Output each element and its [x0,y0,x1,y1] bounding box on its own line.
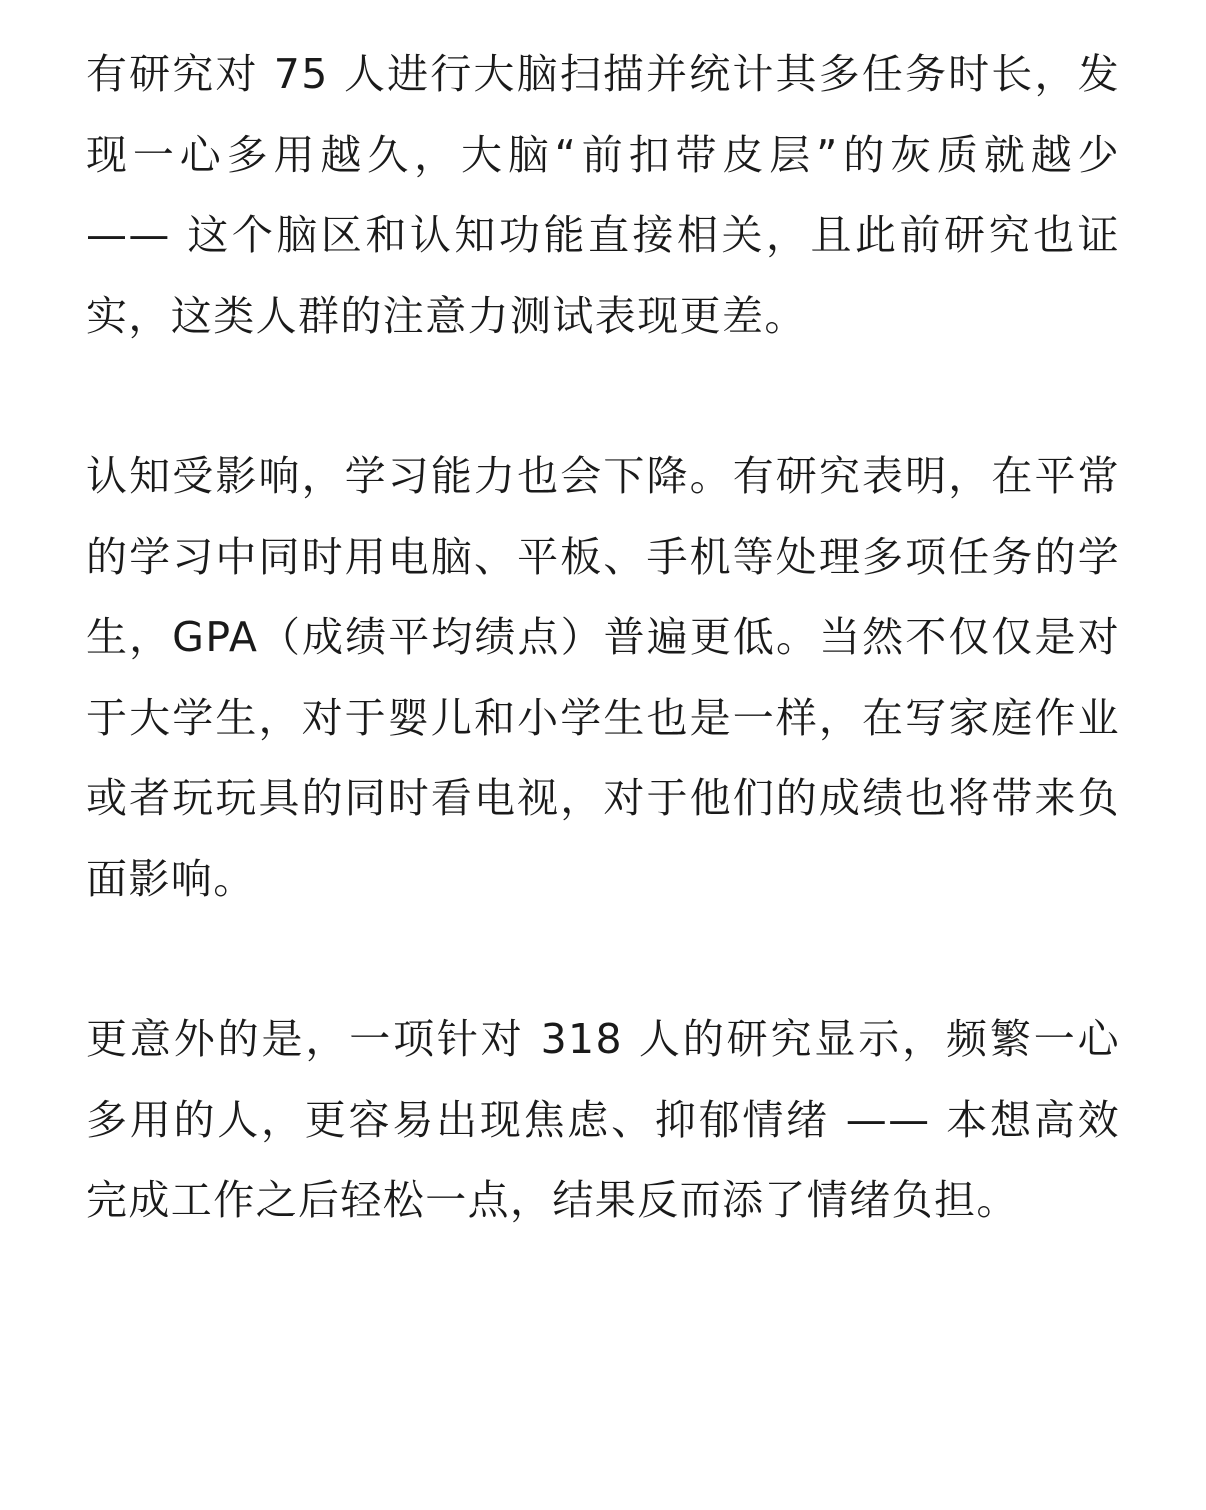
paragraph-learning-ability: 认知受影响，学习能力也会下降。有研究表明，在平常的学习中同时用电脑、平板、手机等处理多项任务的学生，GPA（成绩平均绩点）普遍更低。当然不仅仅是对于大学生，对于婴儿和小学生也是一样，在写家庭作业或者玩玩具的同时看电视，对于他们的成绩也将带来负面影响。 [86,452,1120,903]
paragraph-emotional-burden: 更意外的是，一项针对 318 人的研究显示，频繁一心多用的人，更容易出现焦虑、抑郁情绪 —— 本想高效完成工作之后轻松一点，结果反而添了情绪负担。 [86,1015,1120,1224]
paragraph-brain-scan: 有研究对 75 人进行大脑扫描并统计其多任务时长，发现一心多用越久，大脑“前扣带皮层”的灰质就越少 —— 这个脑区和认知功能直接相关，且此前研究也证实，这类人群的注意力测试表现更差。 [86,50,1120,340]
article-body [86,34,1120,1241]
